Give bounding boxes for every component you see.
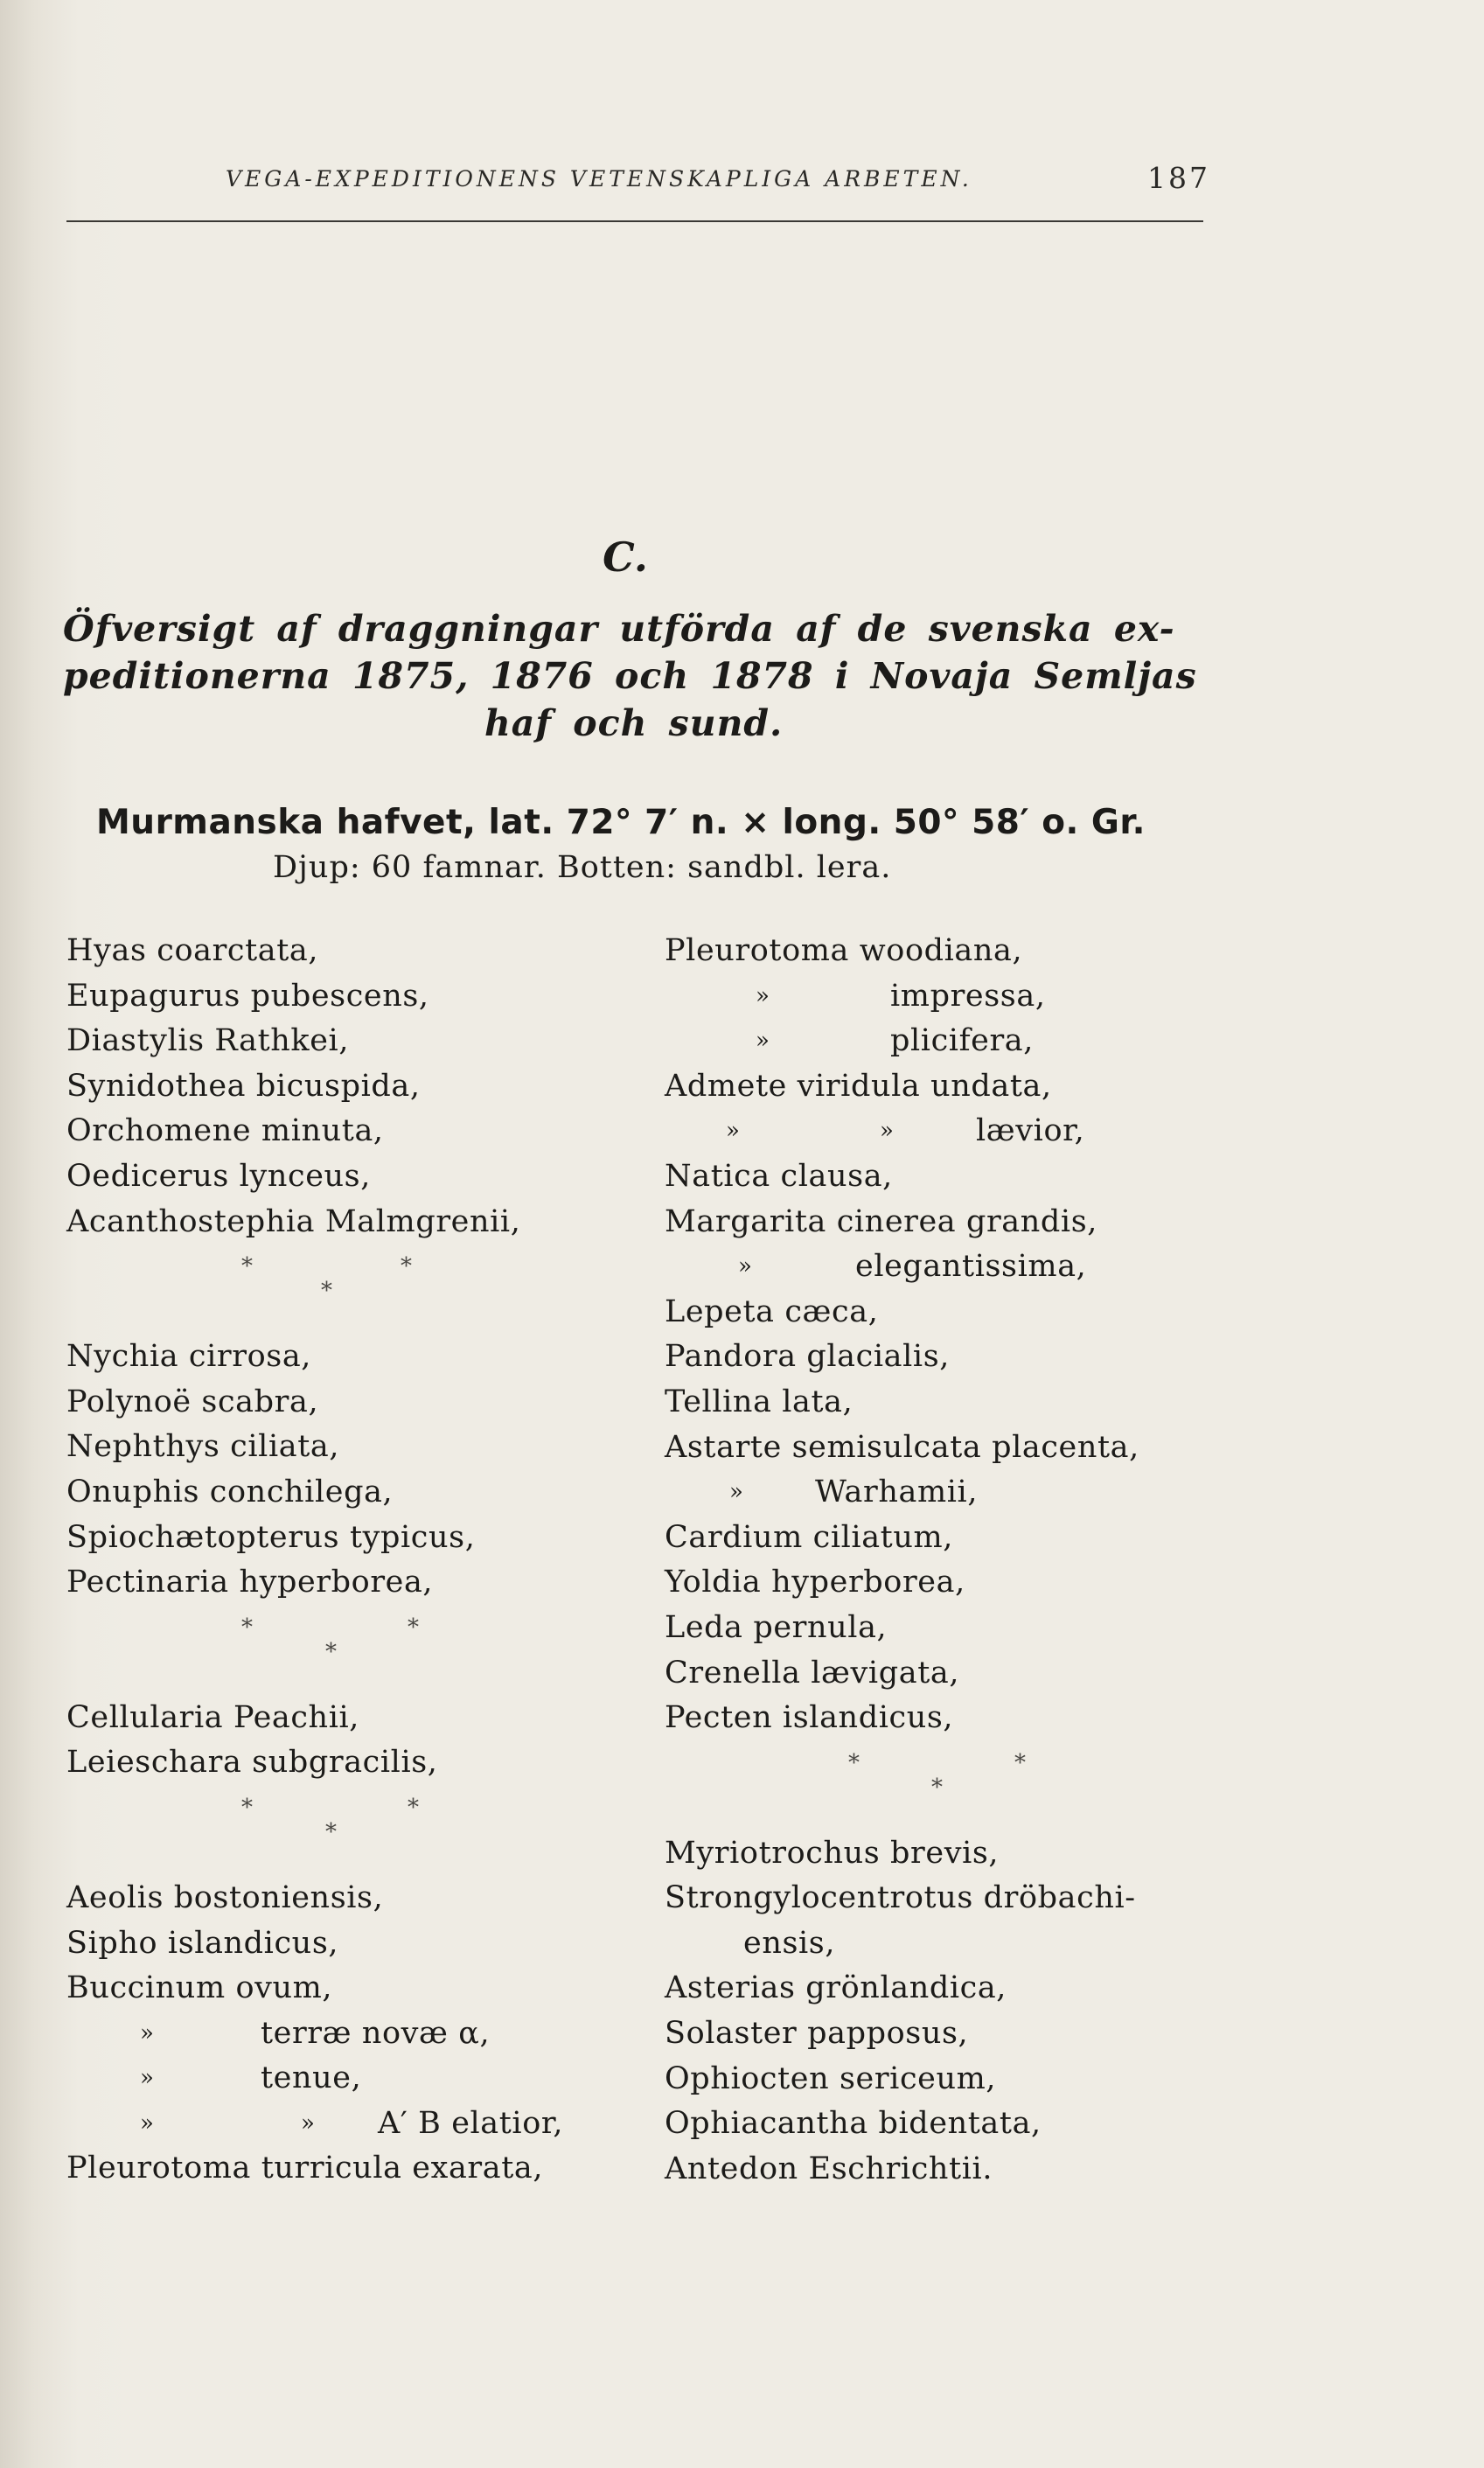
star-glyph: *	[848, 1749, 860, 1776]
species-item: Cardium ciliatum,	[665, 1519, 954, 1555]
left-species-column	[66, 929, 626, 2192]
star-glyph: *	[325, 1638, 338, 1665]
star-glyph: *	[241, 1253, 254, 1280]
species-item	[66, 2102, 626, 2147]
species-item: Lepeta cæca,	[665, 1293, 879, 1329]
species-item	[665, 1019, 1224, 1064]
species-name: A′ B elatior,	[378, 2105, 564, 2141]
asterism-divider	[66, 1244, 626, 1335]
asterism-divider	[665, 1741, 1224, 1831]
species-item: Ophiocten sericeum,	[665, 2060, 997, 2096]
species-item: Buccinum ovum,	[66, 1970, 333, 2006]
species-item	[665, 1244, 1224, 1290]
star-glyph: *	[931, 1774, 944, 1801]
species-name: terræ novæ α,	[261, 2015, 491, 2051]
species-item	[665, 1109, 1224, 1154]
species-item: Pecten islandicus,	[665, 1700, 954, 1736]
asterism-divider	[66, 1606, 626, 1696]
ditto-mark: »	[756, 1028, 770, 1055]
species-item: Yoldia hyperborea,	[665, 1565, 965, 1600]
ditto-mark: »	[301, 2109, 316, 2137]
species-item: Pandora glacialis,	[665, 1339, 950, 1375]
species-name: Warhamii,	[815, 1475, 979, 1510]
species-item: Strongylocentrotus dröbachi-	[665, 1880, 1136, 1916]
species-item: Nychia cirrosa,	[66, 1339, 312, 1375]
asterism-divider	[66, 1786, 626, 1876]
species-name: impressa,	[890, 978, 1046, 1014]
header-rule	[66, 220, 1203, 222]
species-item: Margarita cinerea grandis,	[665, 1203, 1098, 1239]
species-item: Astarte semisulcata placenta,	[665, 1429, 1139, 1465]
ditto-mark: »	[140, 2109, 155, 2137]
species-item: Myriotrochus brevis,	[665, 1835, 1000, 1871]
species-item	[66, 2011, 626, 2057]
species-item: Pleurotoma turricula exarata,	[66, 2151, 544, 2186]
species-item: Polynoë scabra,	[66, 1384, 319, 1419]
species-item: Tellina lata,	[665, 1384, 853, 1419]
star-glyph: *	[408, 1794, 420, 1821]
species-name: plicifera,	[890, 1023, 1034, 1059]
species-item: Leieschara subgracilis,	[66, 1745, 438, 1781]
species-item	[66, 2056, 626, 2102]
star-glyph: *	[1014, 1749, 1027, 1776]
species-item: Eupagurus pubescens,	[66, 978, 429, 1014]
star-glyph: *	[401, 1253, 413, 1280]
species-item: Antedon Eschrichtii.	[665, 2151, 993, 2186]
right-species-column	[665, 929, 1224, 2192]
title-line-1: Öfversigt af draggningar utförda af de svenska ex-	[63, 608, 1175, 650]
ditto-mark: »	[726, 1118, 741, 1145]
species-item: Pectinaria hyperborea,	[66, 1565, 434, 1600]
title-line-2: peditionerna 1875, 1876 och 1878 i Novaja Semljas	[63, 655, 1197, 697]
section-letter: C.	[603, 533, 648, 581]
species-item: Solaster papposus,	[665, 2016, 969, 2052]
species-item: Sipho islandicus,	[66, 1925, 339, 1961]
species-item: Synidothea bicuspida,	[66, 1068, 421, 1104]
species-item: Admete viridula undata,	[665, 1068, 1052, 1104]
species-name: tenue,	[261, 2060, 362, 2096]
species-item: Diastylis Rathkei,	[66, 1023, 350, 1059]
ditto-mark: »	[756, 982, 770, 1009]
title-line-3: haf och sund.	[484, 702, 784, 744]
species-item: Acanthostephia Malmgrenii,	[66, 1203, 521, 1239]
species-name: lævior,	[976, 1113, 1085, 1149]
star-glyph: *	[408, 1614, 420, 1641]
running-title: VEGA-EXPEDITIONENS VETENSKAPLIGA ARBETEN.	[226, 166, 972, 192]
star-glyph: *	[321, 1278, 333, 1305]
species-item: Onuphis conchilega,	[66, 1474, 394, 1509]
species-item: Natica clausa,	[665, 1158, 893, 1194]
star-glyph: *	[325, 1818, 338, 1845]
species-item: Oedicerus lynceus,	[66, 1158, 371, 1194]
ditto-mark: »	[140, 2019, 155, 2046]
species-item: Orchomene minuta,	[66, 1113, 384, 1149]
ditto-mark: »	[140, 2065, 155, 2092]
species-item	[665, 1470, 1224, 1516]
station-heading: Murmanska hafvet, lat. 72° 7′ n. × long. 50° 58′ o. Gr.	[96, 803, 1146, 842]
ditto-mark: »	[738, 1253, 753, 1280]
species-item: Leda pernula,	[665, 1609, 888, 1645]
species-item: Asterias grönlandica,	[665, 1970, 1007, 2006]
page-number: 187	[1147, 161, 1210, 195]
ditto-mark: »	[729, 1479, 744, 1506]
species-item-continuation: ensis,	[743, 1925, 836, 1961]
ditto-mark: »	[880, 1118, 895, 1145]
species-item: Hyas coarctata,	[66, 933, 319, 968]
species-item	[665, 974, 1224, 1020]
station-details: Djup: 60 famnar. Botten: sandbl. lera.	[273, 850, 892, 885]
species-item: Aeolis bostoniensis,	[66, 1879, 384, 1915]
species-item: Nephthys ciliata,	[66, 1429, 340, 1465]
star-glyph: *	[241, 1794, 254, 1821]
star-glyph: *	[241, 1614, 254, 1641]
species-name: elegantissima,	[855, 1249, 1087, 1285]
species-item: Crenella lævigata,	[665, 1655, 960, 1691]
section-title	[63, 605, 1217, 747]
species-item: Spiochætopterus typicus,	[66, 1519, 476, 1555]
species-item: Pleurotoma woodiana,	[665, 933, 1023, 968]
species-item: Ophiacantha bidentata,	[665, 2106, 1042, 2142]
species-item: Cellularia Peachii,	[66, 1699, 360, 1735]
